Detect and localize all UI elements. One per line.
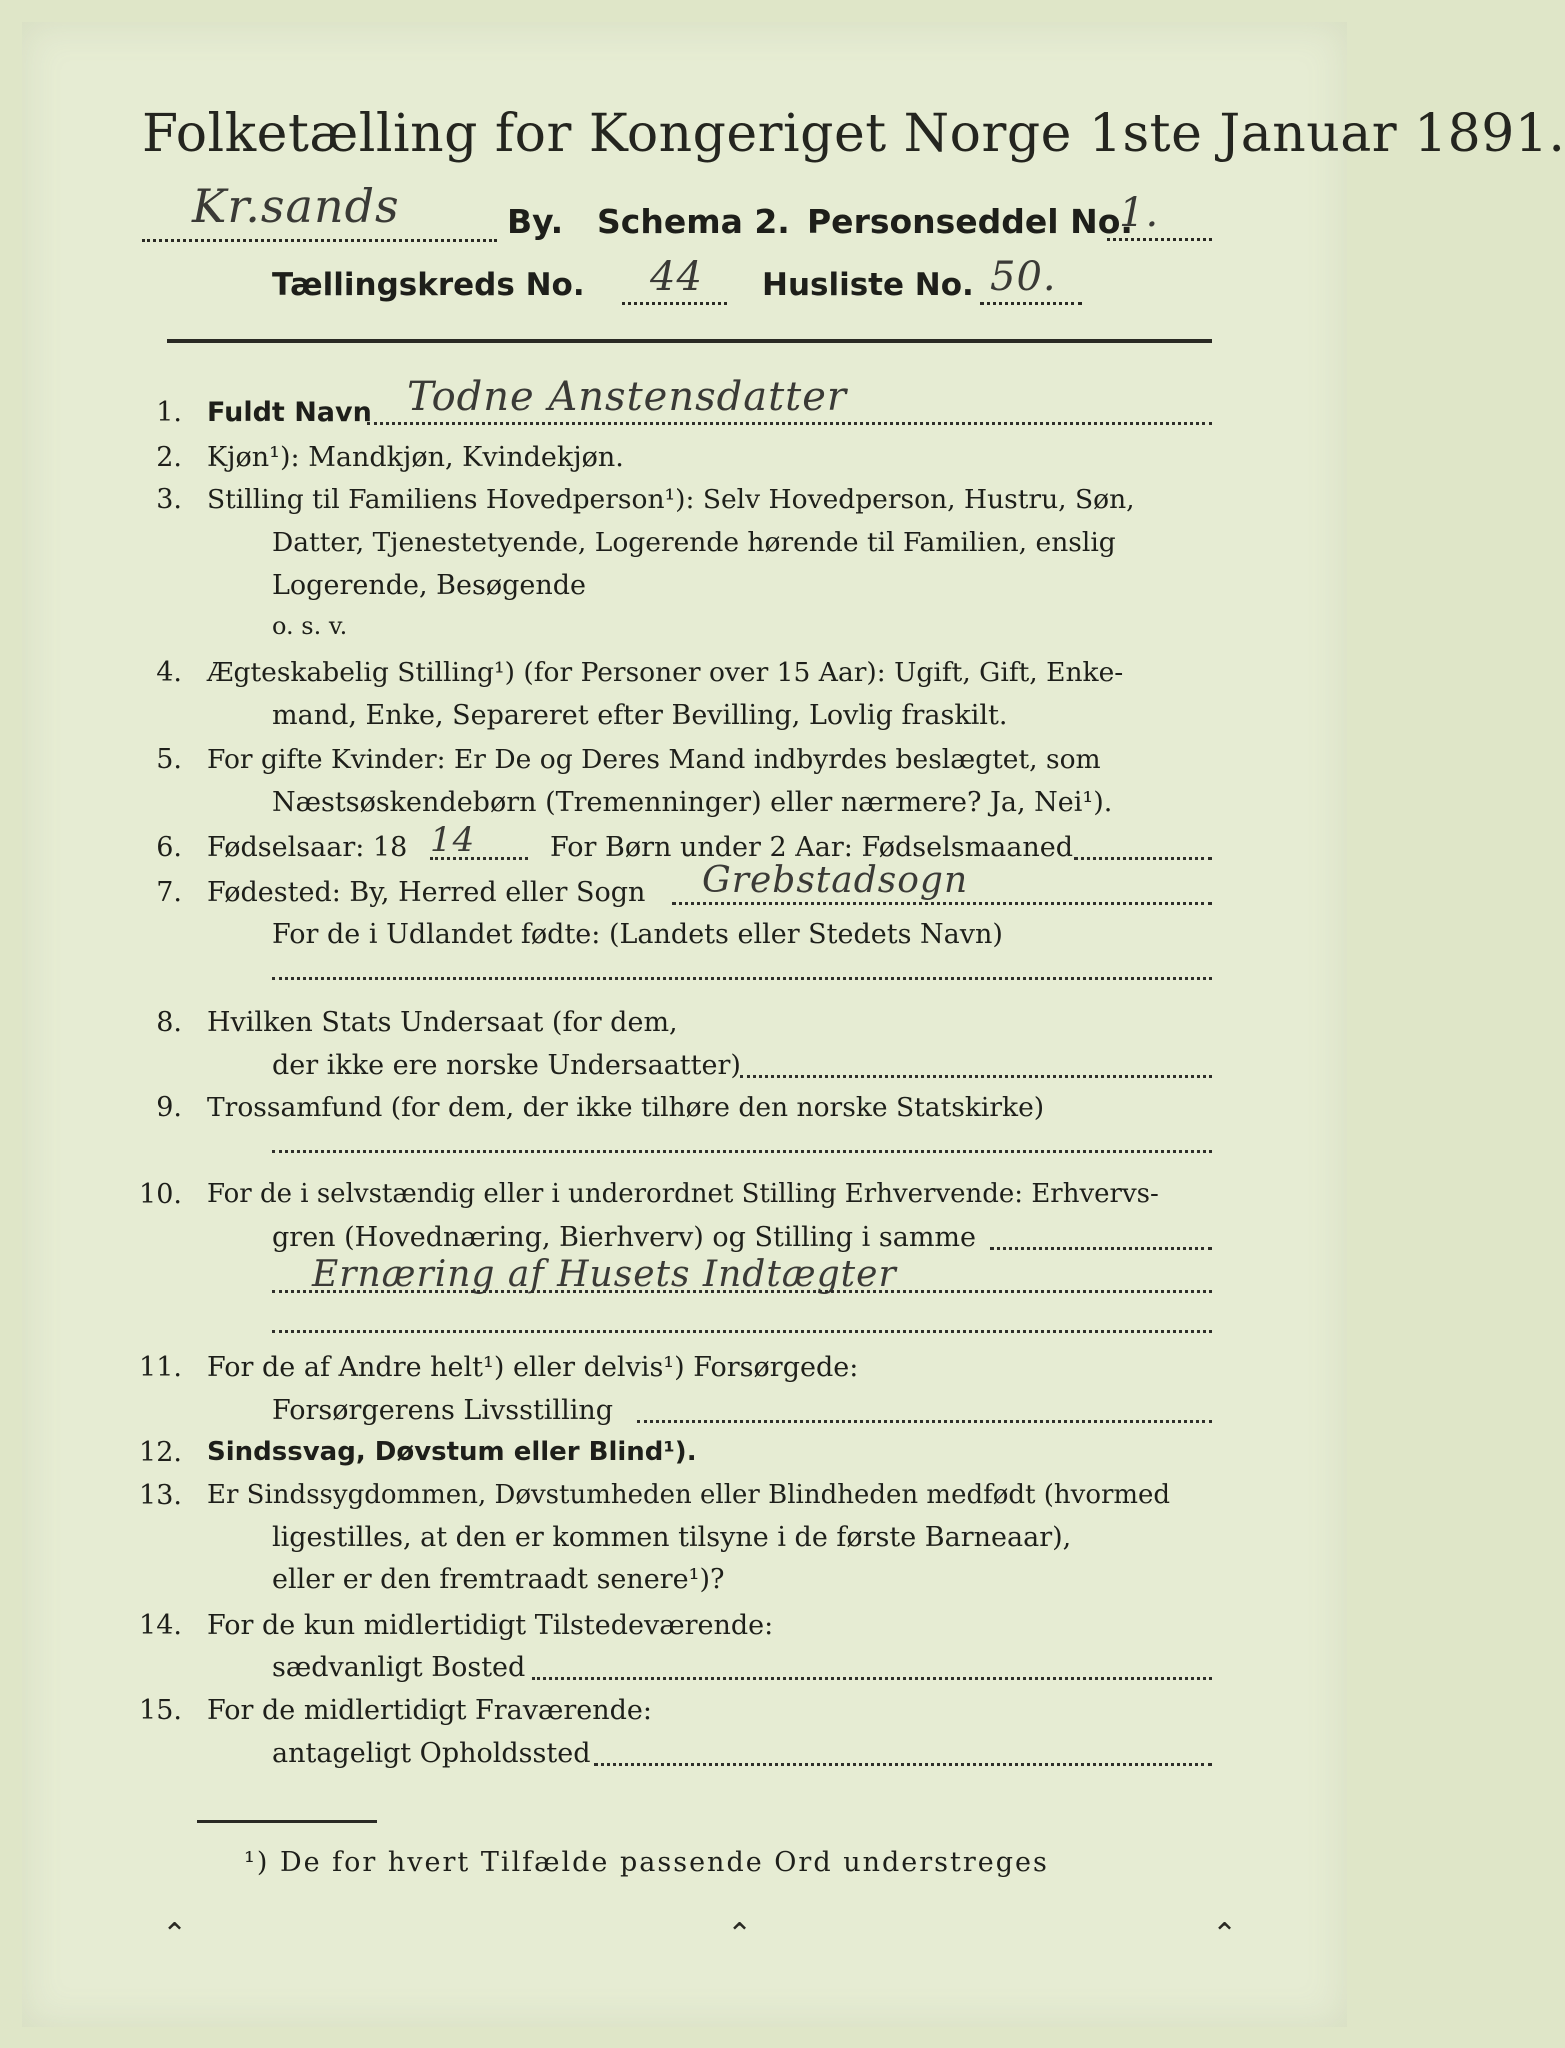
header-divider xyxy=(167,339,1212,343)
q14-dotline xyxy=(532,1677,1212,1680)
q9-number: 9. xyxy=(156,1092,182,1123)
q5-line1: For gifte Kvinder: Er De og Deres Mand indbyrdes beslægtet, som xyxy=(207,744,1101,775)
by-label: By. xyxy=(507,202,564,241)
taellingskreds-label: Tællingskreds No. xyxy=(272,267,585,303)
personseddel-number: 1. xyxy=(1119,190,1160,236)
corner-mark-left: ⌃ xyxy=(162,1917,188,1952)
personseddel-field xyxy=(1107,190,1212,241)
q1-label: Fuldt Navn xyxy=(207,397,372,428)
footnote: ¹) De for hvert Tilfælde passende Ord understreges xyxy=(244,1847,1049,1878)
census-form-sheet xyxy=(22,22,1565,2027)
q10-line1: For de i selvstændig eller i underordnet Stilling Erhvervende: Erhvervs- xyxy=(207,1179,1159,1209)
q3-line3: Logerende, Besøgende xyxy=(272,570,586,601)
q5-line2: Næstsøskendebørn (Tremenninger) eller nærmere? Ja, Nei¹). xyxy=(272,787,1113,818)
q9-dotline xyxy=(272,1150,1212,1153)
q1-dotline xyxy=(367,422,1212,425)
q2-number: 2. xyxy=(156,442,182,473)
q2-label: Kjøn¹): Mandkjøn, Kvindekjøn. xyxy=(207,442,624,473)
q8-line1: Hvilken Stats Undersaat (for dem, xyxy=(207,1007,678,1038)
q9-label: Trossamfund (for dem, der ikke tilhøre den norske Statskirke) xyxy=(207,1092,1045,1123)
q15-line2: antageligt Opholdssted xyxy=(272,1738,591,1769)
q10-answer: Ernæring af Husets Indtægter xyxy=(312,1254,897,1295)
q6-month-dotline xyxy=(1074,857,1212,860)
q7-label: Fødested: By, Herred eller Sogn xyxy=(207,877,646,908)
q8-dotline xyxy=(740,1075,1212,1078)
personseddel-label: Personseddel No. xyxy=(807,202,1133,241)
husliste-label: Husliste No. xyxy=(762,267,974,303)
q1-number: 1. xyxy=(156,397,182,428)
corner-mark-right: ⌃ xyxy=(1212,1917,1238,1952)
city-field xyxy=(142,179,497,242)
corner-mark-center: ⌃ xyxy=(727,1917,753,1952)
q6-year-dotline xyxy=(430,857,528,860)
q14-number: 14. xyxy=(139,1610,182,1641)
q6-extra: For Børn under 2 Aar: Fødselsmaaned xyxy=(550,832,1074,863)
q8-line2: der ikke ere norske Undersaatter) xyxy=(272,1050,741,1081)
q6-answer: 14 xyxy=(430,820,476,860)
q7-foreign-dotline xyxy=(272,977,1212,980)
q13-line3: eller er den fremtraadt senere¹)? xyxy=(272,1564,725,1595)
q15-dotline xyxy=(594,1763,1212,1766)
q14-line1: For de kun midlertidigt Tilstedeværende: xyxy=(207,1610,774,1641)
q13-line1: Er Sindssygdommen, Døvstumheden eller Blindheden medfødt (hvormed xyxy=(207,1480,1171,1510)
q6-number: 6. xyxy=(156,832,182,863)
q3-number: 3. xyxy=(156,484,182,515)
q3-line2: Datter, Tjenestetyende, Logerende hørende til Familien, enslig xyxy=(272,527,1116,558)
q3-line4: o. s. v. xyxy=(272,612,348,640)
q8-number: 8. xyxy=(156,1007,182,1038)
q5-number: 5. xyxy=(156,744,182,775)
q4-number: 4. xyxy=(156,657,182,688)
q10-number: 10. xyxy=(139,1179,182,1210)
q14-line2: sædvanligt Bosted xyxy=(272,1652,526,1683)
q11-number: 11. xyxy=(139,1352,182,1383)
q6-label: Fødselsaar: 18 xyxy=(207,832,408,863)
q10-dotline-1 xyxy=(990,1247,1212,1250)
q1-answer: Todne Anstensdatter xyxy=(407,374,848,420)
q10-dotline-3 xyxy=(272,1330,1212,1333)
q4-line1: Ægteskabelig Stilling¹) (for Personer over 15 Aar): Ugift, Gift, Enke- xyxy=(207,657,1124,688)
q7-line2: For de i Udlandet fødte: (Landets eller Stedets Navn) xyxy=(272,919,1003,950)
schema-label: Schema 2. xyxy=(597,202,790,241)
q4-line2: mand, Enke, Separeret efter Bevilling, Lovlig fraskilt. xyxy=(272,700,1008,731)
husliste-number: 50. xyxy=(990,254,1057,300)
taellingskreds-field xyxy=(622,254,727,305)
q11-dotline xyxy=(637,1420,1212,1423)
footnote-divider xyxy=(197,1820,377,1823)
q7-dotline xyxy=(672,902,1212,905)
q7-number: 7. xyxy=(156,877,182,908)
q13-number: 13. xyxy=(139,1480,182,1511)
q3-line1: Stilling til Familiens Hovedperson¹): Selv Hovedperson, Hustru, Søn, xyxy=(207,484,1135,515)
form-title: Folketælling for Kongeriget Norge 1ste Januar 1891. xyxy=(142,104,1565,164)
q10-line2: gren (Hovednæring, Bierhverv) og Stilling i samme xyxy=(272,1222,977,1253)
q7-answer: Grebstadsogn xyxy=(702,860,969,901)
city-handwritten: Kr.sands xyxy=(192,179,400,233)
taellingskreds-number: 44 xyxy=(650,254,703,300)
q11-line1: For de af Andre helt¹) eller delvis¹) Forsørgede: xyxy=(207,1352,859,1383)
q10-dotline-2 xyxy=(272,1290,1212,1293)
q15-number: 15. xyxy=(139,1695,182,1726)
husliste-field xyxy=(980,254,1082,305)
q12-label: Sindssvag, Døvstum eller Blind¹). xyxy=(207,1437,697,1467)
q12-number: 12. xyxy=(139,1437,182,1468)
q15-line1: For de midlertidigt Fraværende: xyxy=(207,1695,653,1726)
q11-line2: Forsørgerens Livsstilling xyxy=(272,1395,614,1426)
q13-line2: ligestilles, at den er kommen tilsyne i de første Barneaar), xyxy=(272,1522,1072,1553)
